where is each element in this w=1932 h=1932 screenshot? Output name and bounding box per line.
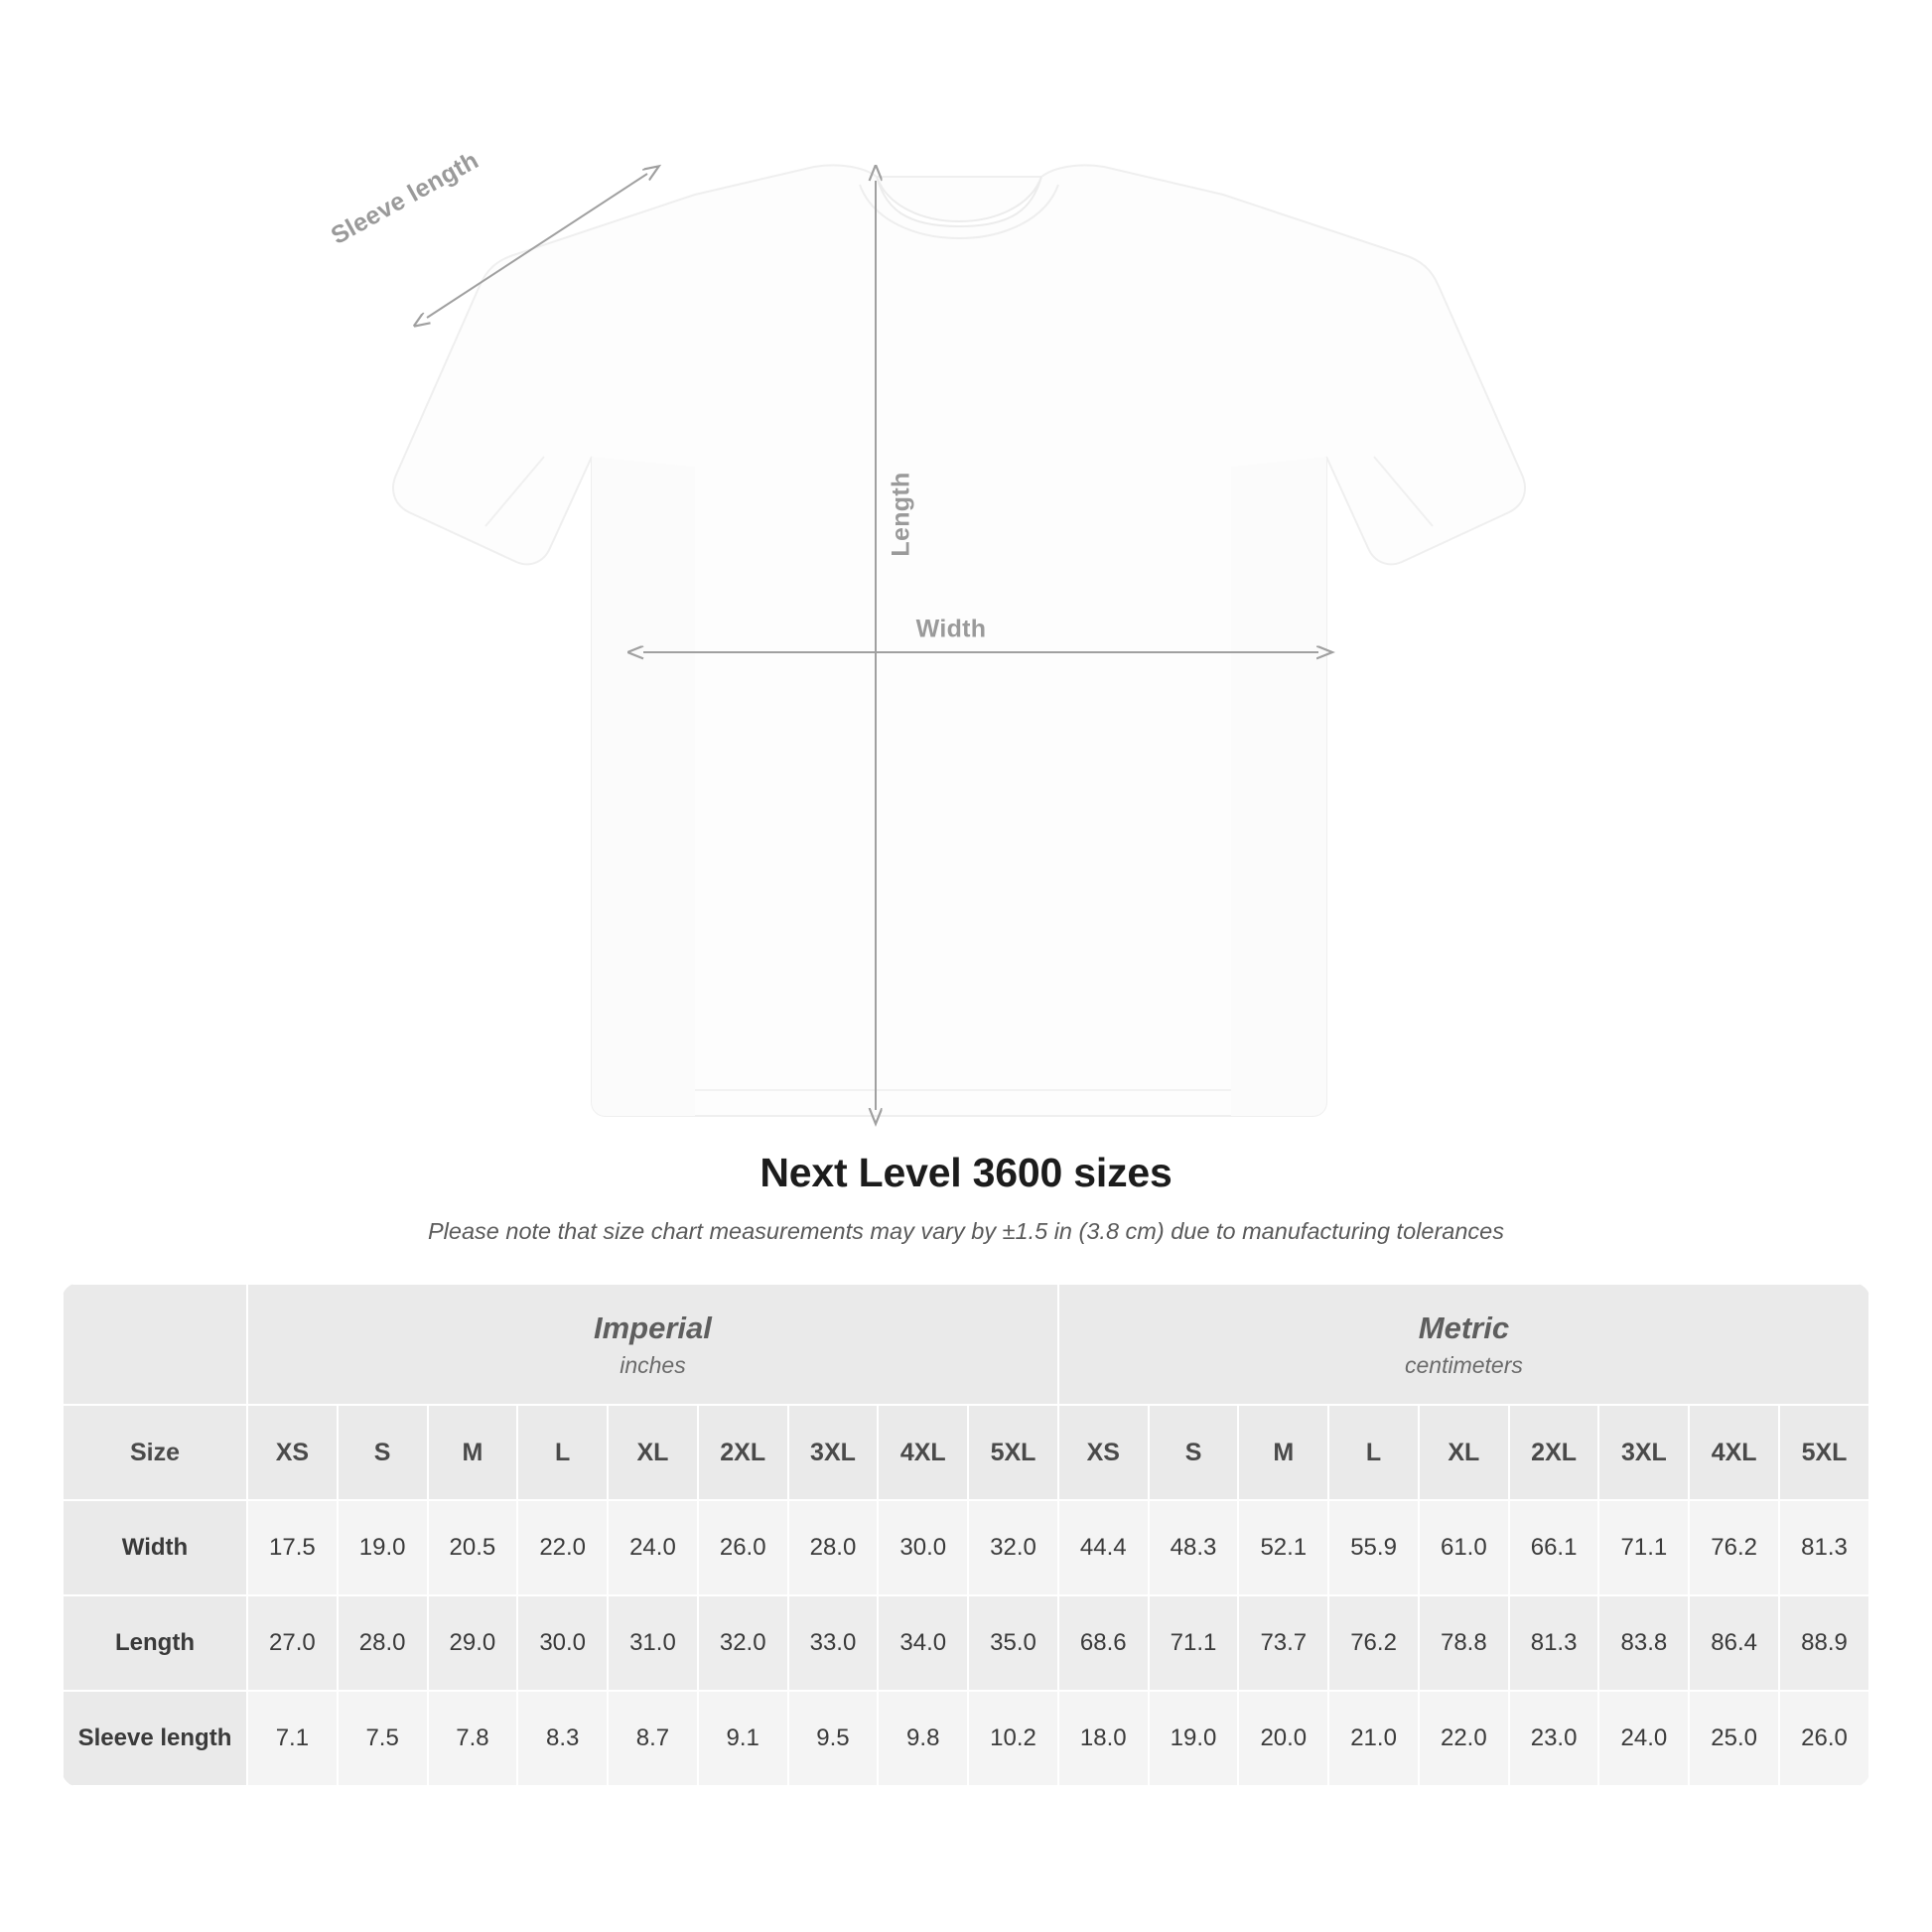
measurement-cell: 66.1 xyxy=(1509,1500,1599,1595)
row-label-cell: Sleeve length xyxy=(63,1691,247,1786)
size-column-header: S xyxy=(338,1405,428,1500)
sleeve-length-label: Sleeve length xyxy=(326,146,483,250)
size-header-cell: Size xyxy=(63,1405,247,1500)
measurement-cell: 71.1 xyxy=(1598,1500,1689,1595)
chart-note: Please note that size chart measurements may vary by ±1.5 in (3.8 cm) due to manufacturing tolerances xyxy=(428,1218,1504,1244)
size-column-header: M xyxy=(428,1405,518,1500)
size-column-header: XL xyxy=(1419,1405,1509,1500)
measurement-cell: 21.0 xyxy=(1328,1691,1419,1786)
unit-subtitle: inches xyxy=(620,1351,686,1378)
unit-name: Imperial xyxy=(594,1310,712,1345)
measurement-cell: 8.7 xyxy=(608,1691,698,1786)
size-column-header: L xyxy=(1328,1405,1419,1500)
measurement-cell: 81.3 xyxy=(1779,1500,1869,1595)
size-column-header: 5XL xyxy=(968,1405,1058,1500)
measurement-cell: 20.5 xyxy=(428,1500,518,1595)
measurement-cell: 22.0 xyxy=(517,1500,608,1595)
measurement-cell: 28.0 xyxy=(788,1500,879,1595)
measurement-cell: 9.1 xyxy=(698,1691,788,1786)
measurement-cell: 8.3 xyxy=(517,1691,608,1786)
measurement-cell: 10.2 xyxy=(968,1691,1058,1786)
size-column-header: 4XL xyxy=(878,1405,968,1500)
measurement-cell: 27.0 xyxy=(247,1595,338,1691)
measurement-cell: 9.8 xyxy=(878,1691,968,1786)
measurement-cell: 24.0 xyxy=(608,1500,698,1595)
measurement-cell: 30.0 xyxy=(517,1595,608,1691)
measurement-cell: 86.4 xyxy=(1689,1595,1779,1691)
size-column-header: 4XL xyxy=(1689,1405,1779,1500)
table-unit-header-row xyxy=(63,1284,1869,1405)
measurement-cell: 30.0 xyxy=(878,1500,968,1595)
measurement-cell: 52.1 xyxy=(1238,1500,1328,1595)
measurement-cell: 19.0 xyxy=(338,1500,428,1595)
measurement-cell: 55.9 xyxy=(1328,1500,1419,1595)
length-label: Length xyxy=(887,472,915,557)
measurement-cell: 31.0 xyxy=(608,1595,698,1691)
width-label: Width xyxy=(915,615,987,643)
size-column-header: 2XL xyxy=(698,1405,788,1500)
table-row xyxy=(63,1691,1869,1786)
measurement-cell: 78.8 xyxy=(1419,1595,1509,1691)
size-table xyxy=(62,1283,1870,1787)
measurement-cell: 32.0 xyxy=(698,1595,788,1691)
measurement-cell: 9.5 xyxy=(788,1691,879,1786)
measurement-cell: 28.0 xyxy=(338,1595,428,1691)
chart-title: Next Level 3600 sizes xyxy=(759,1150,1173,1195)
unit-name: Metric xyxy=(1418,1310,1510,1345)
measurement-cell: 7.1 xyxy=(247,1691,338,1786)
measurement-cell: 26.0 xyxy=(698,1500,788,1595)
measurement-cell: 20.0 xyxy=(1238,1691,1328,1786)
size-column-header: 3XL xyxy=(1598,1405,1689,1500)
unit-header-metric xyxy=(1058,1284,1869,1405)
measurement-cell: 76.2 xyxy=(1689,1500,1779,1595)
measurement-cell: 33.0 xyxy=(788,1595,879,1691)
measurement-cell: 61.0 xyxy=(1419,1500,1509,1595)
size-column-header: XS xyxy=(1058,1405,1149,1500)
measurement-cell: 76.2 xyxy=(1328,1595,1419,1691)
measurement-cell: 83.8 xyxy=(1598,1595,1689,1691)
measurement-cell: 44.4 xyxy=(1058,1500,1149,1595)
measurement-cell: 18.0 xyxy=(1058,1691,1149,1786)
table-row xyxy=(63,1595,1869,1691)
measurement-cell: 88.9 xyxy=(1779,1595,1869,1691)
row-label-cell: Width xyxy=(63,1500,247,1595)
size-column-header: L xyxy=(517,1405,608,1500)
measurement-cell: 22.0 xyxy=(1419,1691,1509,1786)
measurement-cell: 81.3 xyxy=(1509,1595,1599,1691)
measurement-cell: 24.0 xyxy=(1598,1691,1689,1786)
table-row xyxy=(63,1500,1869,1595)
size-column-header: XL xyxy=(608,1405,698,1500)
measurement-cell: 71.1 xyxy=(1149,1595,1239,1691)
measurement-cell: 7.5 xyxy=(338,1691,428,1786)
size-column-header: 5XL xyxy=(1779,1405,1869,1500)
measurement-cell: 32.0 xyxy=(968,1500,1058,1595)
unit-subtitle: centimeters xyxy=(1405,1351,1523,1378)
size-column-header: S xyxy=(1149,1405,1239,1500)
table-size-header-row xyxy=(63,1405,1869,1500)
unit-header-imperial xyxy=(247,1284,1058,1405)
table-corner-cell xyxy=(63,1284,247,1405)
measurement-cell: 68.6 xyxy=(1058,1595,1149,1691)
measurement-cell: 25.0 xyxy=(1689,1691,1779,1786)
measurement-cell: 73.7 xyxy=(1238,1595,1328,1691)
size-column-header: 2XL xyxy=(1509,1405,1599,1500)
size-table-wrapper xyxy=(62,1283,1870,1787)
size-column-header: XS xyxy=(247,1405,338,1500)
row-label-cell: Length xyxy=(63,1595,247,1691)
measurement-cell: 19.0 xyxy=(1149,1691,1239,1786)
measurement-cell: 35.0 xyxy=(968,1595,1058,1691)
size-column-header: 3XL xyxy=(788,1405,879,1500)
measurement-cell: 26.0 xyxy=(1779,1691,1869,1786)
measurement-cell: 29.0 xyxy=(428,1595,518,1691)
measurement-cell: 7.8 xyxy=(428,1691,518,1786)
measurement-cell: 34.0 xyxy=(878,1595,968,1691)
size-column-header: M xyxy=(1238,1405,1328,1500)
title-block xyxy=(0,1150,1932,1245)
measurement-cell: 23.0 xyxy=(1509,1691,1599,1786)
measurement-cell: 17.5 xyxy=(247,1500,338,1595)
measurement-cell: 48.3 xyxy=(1149,1500,1239,1595)
